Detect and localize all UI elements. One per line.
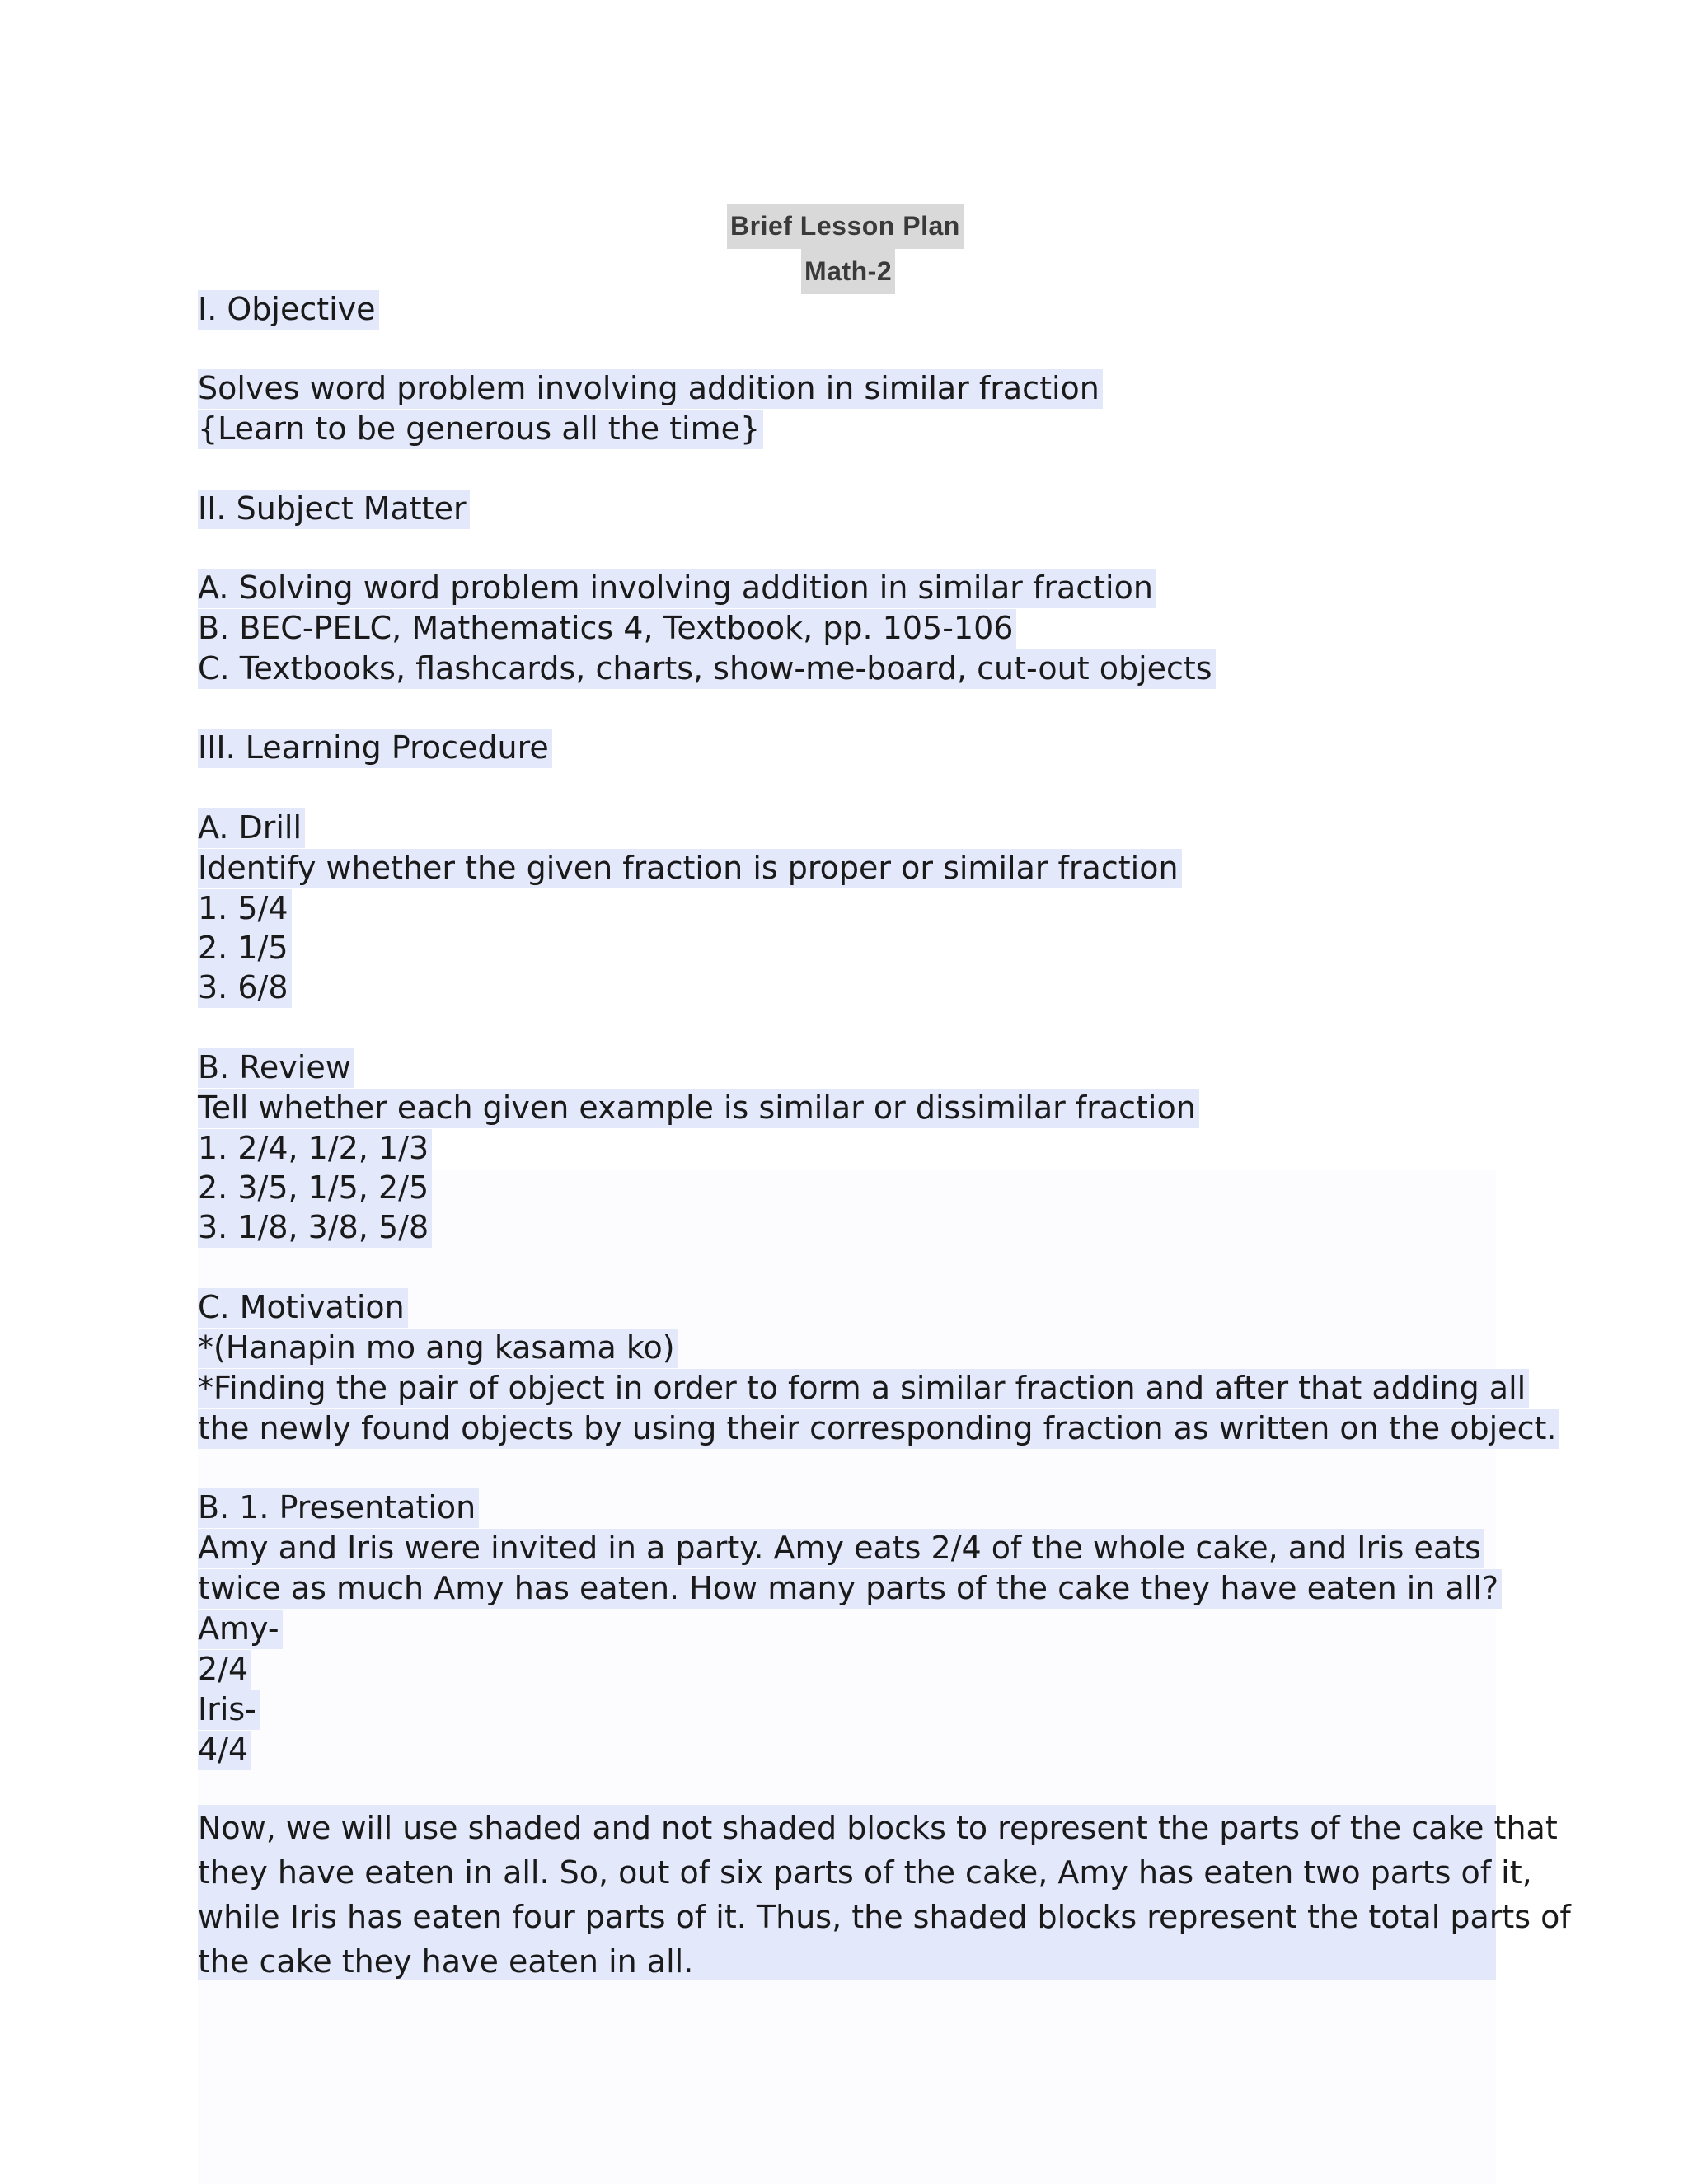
paragraph-line: Now, we will use shaded and not shaded blocks to represent the parts of the cake that: [198, 1810, 1558, 1846]
list-item: 2. 1/5: [198, 929, 292, 968]
review-instruction: Tell whether each given example is similar or dissimilar fraction: [198, 1089, 1199, 1128]
subject-topic: A. Solving word problem involving addition in similar fraction: [198, 569, 1156, 608]
document-title: Brief Lesson Plan: [727, 204, 964, 249]
objective-value: {Learn to be generous all the time}: [198, 410, 763, 449]
paragraph-line: the cake they have eaten in all.: [198, 1943, 694, 1980]
list-item: 4/4: [198, 1731, 251, 1770]
document-subtitle: Math-2: [801, 249, 895, 294]
motivation-activity: *(Hanapin mo ang kasama ko): [198, 1329, 678, 1368]
list-item: 1. 5/4: [198, 889, 292, 929]
list-item: 1. 2/4, 1/2, 1/3: [198, 1129, 432, 1169]
drill-instruction: Identify whether the given fraction is proper or similar fraction: [198, 849, 1182, 888]
paragraph-line: while Iris has eaten four parts of it. Thus, the shaded blocks represent the total parts of: [198, 1899, 1571, 1935]
review-heading: B. Review: [198, 1048, 354, 1088]
list-item: Iris-: [198, 1690, 260, 1730]
heading-subject-matter: II. Subject Matter: [198, 490, 470, 529]
objective-text: Solves word problem involving addition in similar fraction: [198, 369, 1103, 409]
explanation-paragraph: [198, 1805, 1571, 1980]
drill-heading: A. Drill: [198, 808, 305, 848]
list-item: 2/4: [198, 1650, 251, 1690]
presentation-problem: twice as much Amy has eaten. How many parts of the cake they have eaten in all?: [198, 1569, 1502, 1609]
subject-materials: C. Textbooks, flashcards, charts, show-me-board, cut-out objects: [198, 649, 1216, 689]
list-item: 3. 1/8, 3/8, 5/8: [198, 1208, 432, 1248]
subject-reference: B. BEC-PELC, Mathematics 4, Textbook, pp. 105-106: [198, 609, 1016, 649]
list-item: 3. 6/8: [198, 968, 292, 1008]
presentation-heading: B. 1. Presentation: [198, 1488, 479, 1528]
list-item: 2. 3/5, 1/5, 2/5: [198, 1169, 432, 1208]
presentation-problem: Amy and Iris were invited in a party. Amy eats 2/4 of the whole cake, and Iris eats: [198, 1529, 1484, 1568]
motivation-heading: C. Motivation: [198, 1288, 408, 1328]
motivation-description: the newly found objects by using their corresponding fraction as written on the object.: [198, 1409, 1559, 1449]
paragraph-line: they have eaten in all. So, out of six parts of the cake, Amy has eaten two parts of it,: [198, 1854, 1532, 1891]
heading-learning-procedure: III. Learning Procedure: [198, 729, 552, 768]
heading-objective: I. Objective: [198, 290, 379, 330]
list-item: Amy-: [198, 1610, 283, 1649]
motivation-description: *Finding the pair of object in order to form a similar fraction and after that adding all: [198, 1369, 1529, 1408]
